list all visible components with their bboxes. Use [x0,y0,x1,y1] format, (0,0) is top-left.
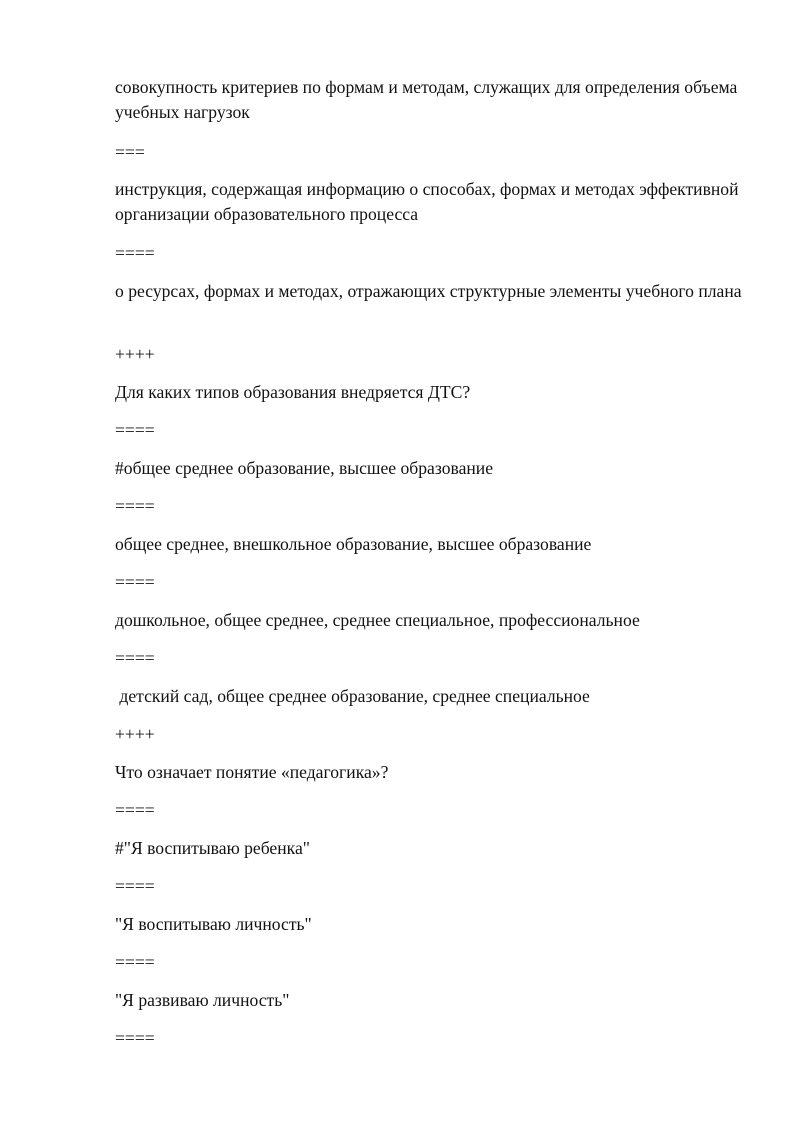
correct-answer-text: #"Я воспитываю ребенка" [115,838,310,858]
separator: ==== [115,496,155,516]
separator: ==== [115,648,155,668]
answer-option-text: о ресурсах, формах и методах, отражающих структурные элементы учебного плана [115,281,742,301]
answer-option-text: "Я развиваю личность" [115,990,290,1010]
separator: ==== [115,572,155,592]
separator: ==== [115,952,155,972]
separator: ==== [115,420,155,440]
question-separator: ++++ [115,724,155,744]
answer-option-text: "Я воспитываю личность" [115,914,312,934]
separator: ==== [115,800,155,820]
correct-answer-text: #общее среднее образование, высшее образование [115,458,494,478]
answer-option-text: совокупность критериев по формам и методам, служащих для определения объема учебных нагрузок [115,77,742,122]
answer-option-text: инструкция, содержащая информацию о способах, формах и методах эффективной организации образовательного процесса [115,179,743,224]
question-text: Для каких типов образования внедряется ДТС? [115,382,471,402]
question-text: Что означает понятие «педагогика»? [115,762,389,782]
answer-option-text: детский сад, общее среднее образование, среднее специальное [115,686,590,706]
separator: ==== [115,876,155,896]
separator: === [115,142,145,162]
question-separator: ++++ [115,344,155,364]
answer-option-text: общее среднее, внешкольное образование, высшее образование [115,534,592,554]
separator: ==== [115,243,155,263]
answer-option-text: дошкольное, общее среднее, среднее специальное, профессиональное [115,610,640,630]
separator: ==== [115,1028,155,1048]
